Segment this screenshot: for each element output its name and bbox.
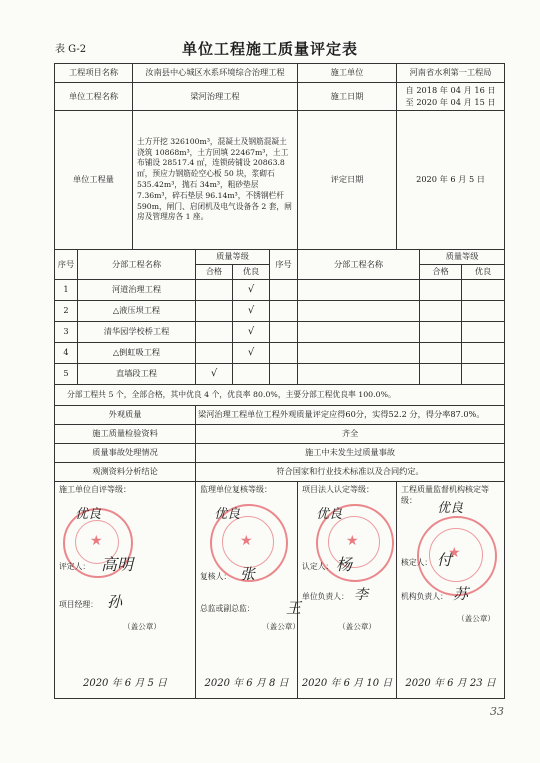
- quantity-label: 单位工程量: [55, 111, 133, 250]
- agency-sign-date: 2020 年 6 月 23 日: [405, 677, 496, 689]
- subpart-name: △倒虹吸工程: [78, 343, 196, 364]
- contractor-label: 施工单位: [298, 64, 397, 83]
- quality-evaluation-table: [54, 63, 505, 699]
- agency-leader-label: 机构负责人：: [401, 592, 448, 601]
- empty-cell: [462, 322, 505, 343]
- owner-leader-signature: 李: [354, 587, 369, 603]
- eval-date-value: 2020 年 6 月 5 日: [397, 111, 505, 250]
- project-name-label: 工程项目名称: [55, 64, 133, 83]
- owner-reviewer-signature: 杨: [336, 555, 353, 574]
- owner-grade-label: 项目法人认定等级：: [302, 485, 375, 494]
- supervisor-reviewer-signature: 张: [240, 565, 256, 583]
- page-number: 33: [490, 705, 504, 718]
- empty-cell: [420, 322, 462, 343]
- table-row: [55, 322, 505, 343]
- agency-sign-box: [397, 482, 505, 699]
- eval-date-label: 评定日期: [298, 111, 397, 250]
- unit-name-value: 梁河治理工程: [133, 83, 298, 111]
- pass-mark: [196, 322, 233, 343]
- unit-name-label: 单位工程名称: [55, 83, 133, 111]
- row-number: 4: [55, 343, 78, 364]
- construction-date-value: [397, 83, 505, 111]
- supervisor-reviewer-label: 复核人：: [200, 572, 232, 581]
- seq-header-right: 序号: [270, 250, 298, 280]
- contractor-reviewer-label: 评定人：: [59, 562, 91, 571]
- pass-header-right: 合格: [420, 265, 462, 280]
- observation-value: 符合国家和行业技术标准以及合同约定。: [196, 463, 505, 482]
- empty-cell: [462, 280, 505, 301]
- good-header: 优良: [233, 265, 270, 280]
- inspection-label: 施工质量检验资料: [55, 425, 196, 444]
- empty-cell: [420, 280, 462, 301]
- table-row: [55, 343, 505, 364]
- subpart-name: 河道治理工程: [78, 280, 196, 301]
- good-mark: √: [233, 322, 270, 343]
- date-to: 至 2020 年 04 月 15 日: [405, 96, 496, 107]
- empty-cell: [298, 343, 420, 364]
- table-row: [55, 280, 505, 301]
- supervisor-chief-label: 总监或副总监：: [200, 604, 255, 613]
- empty-cell: [420, 364, 462, 385]
- pass-mark: √: [196, 364, 233, 385]
- good-mark: √: [233, 343, 270, 364]
- empty-cell: [298, 301, 420, 322]
- agency-reviewer-label: 核定人：: [401, 558, 433, 567]
- inspection-value: 齐全: [196, 425, 505, 444]
- contractor-reviewer-signature: 高明: [101, 555, 134, 574]
- subpart-name: △液压坝工程: [78, 301, 196, 322]
- appearance-value: 梁河治理工程单位工程外观质量评定应得60分，实得52.2 分，得分率87.0%。: [196, 406, 505, 425]
- summary-text: 分部工程共 5 个，全部合格，其中优良 4 个，优良率 80.0%，主要分部工程优良率 100.0%。: [55, 385, 505, 406]
- pass-mark: [196, 343, 233, 364]
- owner-reviewer-label: 认定人：: [302, 562, 334, 571]
- supervisor-chief-signature: 王: [286, 599, 302, 617]
- empty-cell: [298, 280, 420, 301]
- empty-cell: [420, 343, 462, 364]
- empty-cell: [270, 301, 298, 322]
- owner-grade-handwritten: 优良: [316, 507, 343, 522]
- owner-leader-label: 单位负责人：: [302, 592, 349, 601]
- empty-cell: [462, 301, 505, 322]
- row-number: 1: [55, 280, 78, 301]
- table-row: [55, 364, 505, 385]
- table-row: [55, 301, 505, 322]
- subpart-name-header-right: 分部工程名称: [298, 250, 420, 280]
- empty-cell: [462, 343, 505, 364]
- contractor-value: 河南省水利第一工程局: [397, 64, 505, 83]
- page-title: 单位工程施工质量评定表: [181, 40, 358, 58]
- contractor-grade-handwritten: 优良: [75, 507, 102, 522]
- quantity-value: 土方开挖 326100m³，混凝土及钢筋混凝土浇筑 10868m³，土方回填 22467m³，土工布铺设 28517.4 ㎡，连锁砖铺设 20863.8 ㎡，预应力钢筋砼空心板 50 块，浆砌石 535.42m³，抛石 34m³，粗砂垫层 7.36m³，碎石垫层 96.14m³，不锈钢栏杆 590m，闸门、启闭机及电气设备各 2 套，闸房及管理房各 1 座。: [133, 111, 298, 250]
- agency-reviewer-signature: 付: [437, 551, 453, 569]
- empty-cell: [298, 364, 420, 385]
- date-from: 自 2018 年 04 月 16 日: [405, 85, 496, 96]
- row-number: 2: [55, 301, 78, 322]
- seq-header: 序号: [55, 250, 78, 280]
- construction-date-label: 施工日期: [298, 83, 397, 111]
- contractor-seal-note: （盖公章）: [123, 622, 161, 631]
- supervisor-grade-handwritten: 优良: [214, 507, 241, 522]
- row-number: 5: [55, 364, 78, 385]
- accident-value: 施工中未发生过质量事故: [196, 444, 505, 463]
- good-mark: √: [233, 301, 270, 322]
- supervisor-sign-date: 2020 年 6 月 8 日: [204, 677, 289, 689]
- owner-seal-note: （盖公章）: [338, 622, 376, 631]
- seal-star-icon: ★: [346, 533, 359, 549]
- owner-sign-box: [298, 482, 397, 699]
- empty-cell: [270, 280, 298, 301]
- empty-cell: [462, 364, 505, 385]
- supervisor-sign-box: [196, 482, 302, 699]
- subpart-name: 直墙段工程: [78, 364, 196, 385]
- empty-cell: [270, 343, 298, 364]
- seal-star-icon: ★: [240, 533, 253, 549]
- grade-header: 质量等级: [196, 250, 270, 265]
- agency-grade-handwritten: 优良: [437, 501, 464, 516]
- good-mark: [233, 364, 270, 385]
- contractor-manager-signature: 孙: [107, 593, 123, 611]
- agency-grade-label: 工程质量监督机构核定等级：: [401, 485, 490, 505]
- row-number: 3: [55, 322, 78, 343]
- observation-label: 观测资料分析结论: [55, 463, 196, 482]
- appearance-label: 外观质量: [55, 406, 196, 425]
- seal-star-icon: ★: [90, 533, 103, 549]
- empty-cell: [298, 322, 420, 343]
- pass-mark: [196, 301, 233, 322]
- project-name-value: 汝南县中心城区水系环境综合治理工程: [133, 64, 298, 83]
- subpart-name: 清华园学校桥工程: [78, 322, 196, 343]
- agency-leader-signature: 苏: [453, 585, 469, 603]
- subpart-name-header: 分部工程名称: [78, 250, 196, 280]
- empty-cell: [270, 364, 298, 385]
- pass-mark: [196, 280, 233, 301]
- grade-header-right: 质量等级: [420, 250, 505, 265]
- form-number: 表 G-2: [55, 44, 87, 55]
- supervisor-seal-note: （盖公章）: [262, 622, 300, 631]
- owner-sign-date: 2020 年 6 月 10 日: [301, 677, 393, 689]
- contractor-grade-label: 施工单位自评等级：: [59, 485, 131, 494]
- agency-seal-note: （盖公章）: [457, 614, 496, 623]
- empty-cell: [270, 322, 298, 343]
- contractor-sign-box: [55, 482, 196, 699]
- contractor-manager-label: 项目经理：: [59, 600, 98, 609]
- seal-star-icon: ★: [448, 545, 461, 561]
- pass-header: 合格: [196, 265, 233, 280]
- good-mark: √: [233, 280, 270, 301]
- accident-label: 质量事故处理情况: [55, 444, 196, 463]
- contractor-sign-date: 2020 年 6 月 5 日: [82, 677, 168, 689]
- good-header-right: 优良: [462, 265, 505, 280]
- empty-cell: [420, 301, 462, 322]
- supervisor-grade-label: 监理单位复核等级：: [200, 485, 273, 494]
